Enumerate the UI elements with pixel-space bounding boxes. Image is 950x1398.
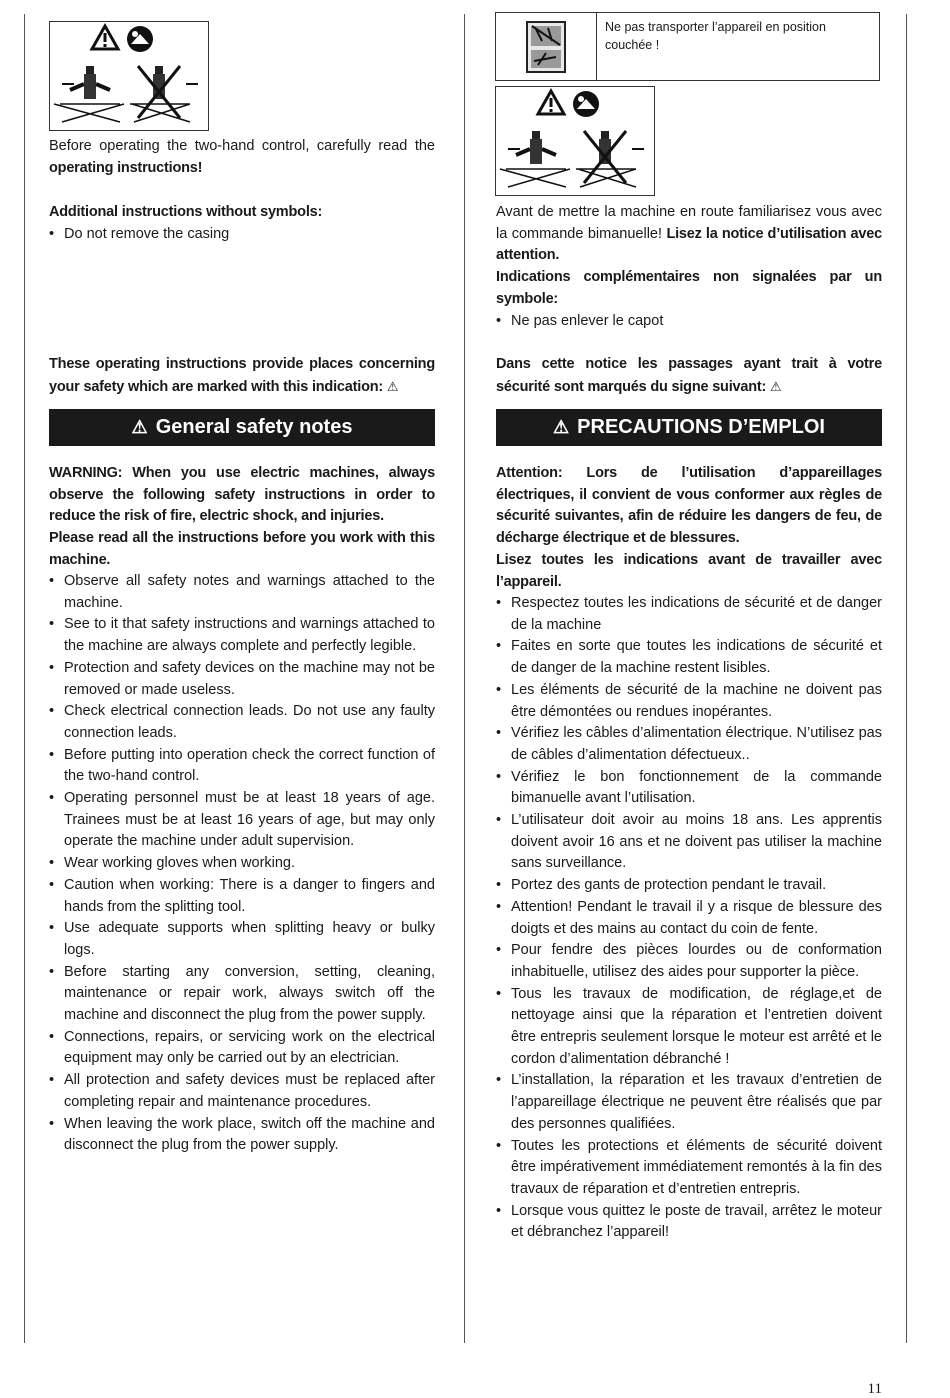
column-divider	[464, 14, 465, 1343]
two-hand-control-pictogram-right	[495, 86, 655, 196]
safety-list	[49, 571, 435, 1157]
list-item: • Pour fendre des pièces lourdes ou de conformation inhabituelle, utilisez des aides pour supporter la pièce.	[496, 940, 882, 983]
list-item: • Operating personnel must be at least 18 years of age. Trainees must be at least 16 years of age, but may only operate the machine under adult supervision.	[49, 788, 435, 853]
right-intro	[496, 202, 882, 267]
list-item: • See to it that safety instructions and warnings attached to the machine are always complete and perfectly legible.	[49, 614, 435, 657]
list-item: • Les éléments de sécurité de la machine ne doivent pas être démontées ou rendues inopérantes.	[496, 680, 882, 723]
list-item: • L’utilisateur doit avoir au moins 18 ans. Les apprentis doivent avoir 16 ans et ne doivent pas utiliser la machine sans surveillance.	[496, 810, 882, 875]
list-item: • Use adequate supports when splitting heavy or bulky logs.	[49, 918, 435, 961]
list-item: • Before putting into operation check the correct function of the two-hand control.	[49, 745, 435, 788]
list-item: • Ne pas enlever le capot	[496, 311, 882, 333]
section-bar-general-safety	[49, 409, 435, 446]
additional-heading: Indications complémentaires non signalées par un symbole:	[496, 269, 882, 307]
warning-triangle-icon: ⚠	[553, 416, 570, 437]
please-read-paragraph: Lisez toutes les indications avant de travailler avec l’appareil.	[496, 552, 882, 590]
list-item: • Caution when working: There is a danger to fingers and hands from the splitting tool.	[49, 875, 435, 918]
list-item: • Tous les travaux de modification, de réglage,et de nettoyage ainsi que la réparation et l’entretien doivent être entrepris seulement lorsque le moteur est arrêté et le cordon d’alimentation débranché !	[496, 984, 882, 1071]
transport-note-box	[495, 12, 880, 81]
additional-heading: Additional instructions without symbols:	[49, 204, 323, 220]
list-item: • Vérifiez le bon fonctionnement de la commande bimanuelle avant l’utilisation.	[496, 767, 882, 810]
no-lying-transport-icon	[526, 21, 566, 73]
list-item: • Lorsque vous quittez le poste de travail, arrêtez le moteur et débranchez l’appareil!	[496, 1201, 882, 1244]
safety-list	[496, 593, 882, 1244]
warning-triangle-icon: ⚠	[386, 378, 399, 394]
page-number: 11	[867, 1381, 882, 1397]
warning-read-manual-icon	[496, 87, 654, 195]
two-hand-control-pictogram-left	[49, 21, 209, 131]
transport-note-text: Ne pas transporter l’appareil en position couchée !	[605, 20, 826, 52]
list-item: • Connections, repairs, or servicing work on the electrical equipment may only be carried out by an electrician.	[49, 1027, 435, 1070]
please-read-paragraph: Please read all the instructions before you work with this machine.	[49, 530, 435, 568]
indication-text: These operating instructions provide places concerning your safety which are marked with this indication:	[49, 356, 435, 395]
additional-list	[496, 311, 882, 333]
warning-triangle-icon: ⚠	[770, 378, 782, 394]
list-item: • Check electrical connection leads. Do not use any faulty connection leads.	[49, 701, 435, 744]
section-title: General safety notes	[155, 415, 353, 438]
list-item: • Wear working gloves when working.	[49, 853, 435, 875]
section-title: PRECAUTIONS D’EMPLOI	[577, 415, 825, 438]
left-margin-rule	[24, 14, 25, 1343]
warning-paragraph: Attention: Lors de l’utilisation d’appareillages électriques, il convient de vous conformer aux règles de sécurité suivantes, afin de réduire les dangers de feu, de décharge électrique et de blessures.	[496, 465, 882, 547]
list-item: • Toutes les protections et éléments de sécurité doivent être impérativement immédiatement remontés à la fin des travaux de réparation et d’entretien entrepris.	[496, 1136, 882, 1201]
indication-note	[496, 354, 882, 398]
additional-list	[49, 224, 435, 246]
list-item: • All protection and safety devices must be replaced after completing repair and maintenance procedures.	[49, 1070, 435, 1113]
left-intro	[49, 136, 435, 179]
list-item: • L’installation, la réparation et les travaux d’entretien de l’appareillage électrique ne peuvent être réalisés que par des personnes qualifiées.	[496, 1070, 882, 1135]
intro-text: Avant de mettre la machine en route familiarisez vous avec la commande bimanuelle!	[496, 204, 882, 242]
list-item: • Protection and safety devices on the machine may not be removed or made useless.	[49, 658, 435, 701]
indication-note	[49, 354, 435, 398]
list-item: • Do not remove the casing	[49, 224, 435, 246]
list-item: • Portez des gants de protection pendant le travail.	[496, 875, 882, 897]
list-item: • Respectez toutes les indications de sécurité et de danger de la machine	[496, 593, 882, 636]
section-bar-precautions	[496, 409, 882, 446]
intro-text: Before operating the two-hand control, carefully read the	[49, 138, 435, 154]
right-margin-rule	[906, 14, 907, 1343]
list-item: • Observe all safety notes and warnings attached to the machine.	[49, 571, 435, 614]
intro-bold-text: operating instructions!	[49, 159, 203, 176]
intro-bold-text: Lisez la notice d’utilisation avec attention.	[496, 225, 882, 264]
list-item: • Faites en sorte que toutes les indications de sécurité et de danger de la machine restent lisibles.	[496, 636, 882, 679]
indication-text: Dans cette notice les passages ayant trait à votre sécurité sont marqués du signe suivant:	[496, 356, 882, 395]
list-item: • Attention! Pendant le travail il y a risque de blessure des doigts et des mains au contact du coin de fente.	[496, 897, 882, 940]
warning-triangle-icon: ⚠	[131, 416, 148, 437]
warning-paragraph: WARNING: When you use electric machines, always observe the following safety instructions in order to reduce the risk of fire, electric shock, and injuries.	[49, 465, 435, 525]
list-item: • Before starting any conversion, setting, cleaning, maintenance or repair work, always switch off the machine and disconnect the plug from the power supply.	[49, 962, 435, 1027]
list-item: • Vérifiez les câbles d’alimentation électrique. N’utilisez pas de câbles d’alimentation défectueux..	[496, 723, 882, 766]
warning-read-manual-icon	[50, 22, 208, 130]
transport-pictogram	[496, 13, 597, 80]
list-item: • When leaving the work place, switch off the machine and disconnect the plug from the power supply.	[49, 1114, 435, 1157]
